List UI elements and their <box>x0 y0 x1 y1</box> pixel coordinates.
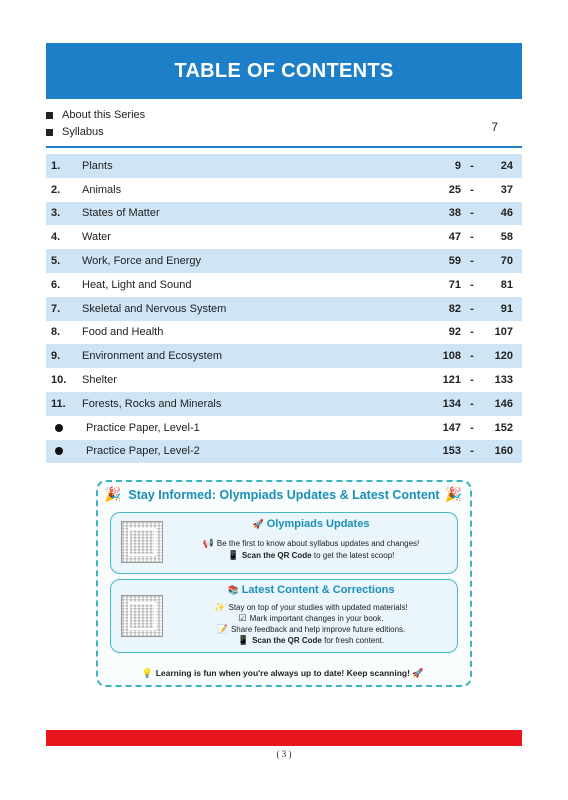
updates-line-2: 📱 Scan the QR Code to get the latest scoop! <box>227 550 395 560</box>
toc-row[interactable] <box>46 416 522 440</box>
phone-icon: 📱 <box>227 550 239 560</box>
page-end: 37 <box>500 183 513 196</box>
chapter-number: 10. <box>51 374 67 387</box>
page-end: 24 <box>500 159 513 172</box>
intro-item-label: Syllabus <box>62 126 104 138</box>
chapter-number: 1. <box>51 159 61 172</box>
page-start: 38 <box>448 207 461 220</box>
chapter-title: Shelter <box>82 374 117 387</box>
books-icon: 📚 <box>227 585 239 595</box>
corrections-heading: 📚 Latest Content & Corrections <box>227 584 395 596</box>
toc-row[interactable] <box>46 249 522 273</box>
info-box-footer: 💡 Learning is fun when you're always up to date! Keep scanning! 🚀 <box>141 668 424 678</box>
chapter-title: Water <box>82 231 111 244</box>
info-box <box>96 480 472 687</box>
checkbox-icon: ☑ <box>238 613 247 623</box>
page-end: 107 <box>494 326 513 339</box>
toc-row[interactable] <box>46 392 522 416</box>
footer-bar <box>46 730 522 746</box>
page-end: 58 <box>500 231 513 244</box>
intro-item-about <box>46 109 145 121</box>
separator-line <box>46 146 522 148</box>
party-popper-icon: 🎉 <box>104 486 122 502</box>
qr-code-icon[interactable] <box>121 595 163 637</box>
page-end: 146 <box>494 397 513 410</box>
toc-table <box>46 154 522 463</box>
toc-row[interactable] <box>46 178 522 202</box>
page-start: 153 <box>442 445 461 458</box>
page-start: 9 <box>454 159 461 172</box>
chapter-title: Practice Paper, Level-2 <box>86 445 200 458</box>
rocket-icon: 🚀 <box>252 519 264 529</box>
intro-section <box>46 104 522 146</box>
chapter-title: Forests, Rocks and Minerals <box>82 397 222 410</box>
square-bullet-icon <box>46 112 53 119</box>
page-dash: - <box>470 421 474 434</box>
toc-row[interactable] <box>46 297 522 321</box>
updates-heading: 🚀 Olympiads Updates <box>252 518 370 530</box>
chapter-number: 2. <box>51 183 61 196</box>
toc-row[interactable] <box>46 225 522 249</box>
intro-item-syllabus <box>46 126 104 138</box>
page-dash: - <box>470 159 474 172</box>
updates-card <box>110 512 458 574</box>
corrections-line-4: 📱 Scan the QR Code for fresh content. <box>237 635 385 645</box>
chapter-title: Environment and Ecosystem <box>82 350 223 363</box>
page-end: 70 <box>500 255 513 268</box>
page-start: 108 <box>442 350 461 363</box>
page-dash: - <box>470 255 474 268</box>
page-start: 59 <box>448 255 461 268</box>
page-dash: - <box>470 326 474 339</box>
intro-page-number: 7 <box>491 120 498 134</box>
chapter-title: Work, Force and Energy <box>82 255 202 268</box>
qr-code-icon[interactable] <box>121 521 163 563</box>
toc-row[interactable] <box>46 368 522 392</box>
corrections-line-3: 📝 Share feedback and help improve future editions. <box>216 624 406 634</box>
chapter-number: 3. <box>51 207 61 220</box>
page-start: 147 <box>442 421 461 434</box>
sparkles-icon: ✨ <box>214 602 226 612</box>
page-start: 82 <box>448 302 461 315</box>
chapter-title: Animals <box>82 183 122 196</box>
chapter-number: 7. <box>51 302 61 315</box>
chapter-title: Practice Paper, Level-1 <box>86 421 200 434</box>
square-bullet-icon <box>46 129 53 136</box>
memo-icon: 📝 <box>216 624 228 634</box>
page-dash: - <box>470 445 474 458</box>
toc-row[interactable] <box>46 344 522 368</box>
page-title: TABLE OF CONTENTS <box>174 59 394 82</box>
chapter-title: Food and Health <box>82 326 164 339</box>
toc-row[interactable] <box>46 154 522 178</box>
chapter-title: Skeletal and Nervous System <box>82 302 227 315</box>
megaphone-icon: 📢 <box>202 538 214 548</box>
intro-item-label: About this Series <box>62 109 146 121</box>
bullet-icon <box>46 424 86 432</box>
page-start: 134 <box>442 397 461 410</box>
page-end: 160 <box>494 445 513 458</box>
toc-row[interactable] <box>46 273 522 297</box>
info-box-title: Stay Informed: Olympiads Updates & Latest Content <box>128 488 440 502</box>
corrections-line-2: ☑ Mark important changes in your book. <box>238 613 384 623</box>
page-dash: - <box>470 207 474 220</box>
chapter-number: 6. <box>51 278 61 291</box>
page-start: 92 <box>448 326 461 339</box>
page-end: 81 <box>500 278 513 291</box>
chapter-title: Plants <box>82 159 113 172</box>
page-dash: - <box>470 278 474 291</box>
rocket-icon: 🚀 <box>412 668 424 678</box>
page-end: 46 <box>500 207 513 220</box>
phone-icon: 📱 <box>237 635 250 645</box>
chapter-number: 5. <box>51 255 61 268</box>
page-start: 47 <box>448 231 461 244</box>
page-end: 133 <box>494 374 513 387</box>
chapter-title: Heat, Light and Sound <box>82 278 192 291</box>
lightbulb-icon: 💡 <box>141 668 153 678</box>
corrections-line-1: ✨ Stay on top of your studies with updated materials! <box>214 602 408 612</box>
page-dash: - <box>470 374 474 387</box>
toc-row[interactable] <box>46 321 522 345</box>
chapter-title: States of Matter <box>82 207 160 220</box>
page-start: 71 <box>448 278 461 291</box>
chapter-number: 8. <box>51 326 61 339</box>
page-start: 121 <box>442 374 461 387</box>
corrections-card <box>110 579 458 653</box>
page-dash: - <box>470 350 474 363</box>
chapter-number: 9. <box>51 350 61 363</box>
page-start: 25 <box>448 183 461 196</box>
page-end: 120 <box>494 350 513 363</box>
page-dash: - <box>470 183 474 196</box>
bullet-icon <box>46 447 86 455</box>
page-number: ( 3 ) <box>276 749 292 759</box>
page-end: 152 <box>494 421 513 434</box>
toc-row[interactable] <box>46 202 522 226</box>
header-banner <box>46 43 522 99</box>
page-dash: - <box>470 397 474 410</box>
page-dash: - <box>470 302 474 315</box>
chapter-number: 4. <box>51 231 61 244</box>
toc-row[interactable] <box>46 440 522 464</box>
party-popper-icon: 🎉 <box>444 486 462 502</box>
chapter-number: 11. <box>51 397 66 410</box>
page-dash: - <box>470 231 474 244</box>
updates-line-1: 📢 Be the first to know about syllabus updates and changes! <box>202 538 420 548</box>
page-end: 91 <box>500 302 513 315</box>
